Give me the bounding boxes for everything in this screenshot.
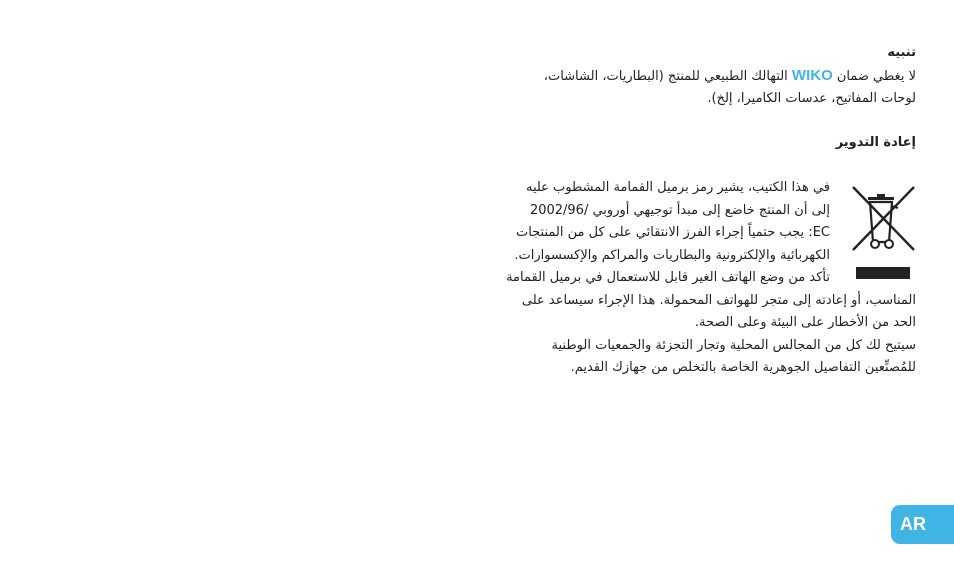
crossed-out-wheelie-bin-icon bbox=[848, 184, 918, 280]
recycling-line: إلى أن المنتج خاضع إلى مبدأ توجيهي أوروبي /2002/96 bbox=[529, 202, 830, 218]
recycling-line: للمُصنِّعين التفاصيل الجوهرية الخاصة بالتخلص من جهازك القديم. bbox=[570, 360, 916, 375]
recycling-heading-block bbox=[836, 132, 916, 155]
recycling-line: تأكد من وضع الهاتف الغير قابل للاستعمال في برميل القمامة bbox=[506, 270, 830, 285]
brand-name: WIKO bbox=[791, 66, 833, 84]
recycling-heading: إعادة التدوير bbox=[835, 135, 916, 150]
language-badge: AR bbox=[891, 505, 954, 544]
warning-line-1: لا يغطي ضمان WIKO التهالك الطبيعي للمنتج (البطاريات، الشاشات، bbox=[543, 66, 916, 84]
recycling-line: الكهربائية والإلكترونية والبطاريات والمراكم والإكسسوارات. bbox=[514, 247, 830, 263]
warning-heading: تنبيه bbox=[887, 45, 916, 60]
recycling-line: في هذا الكتيب، يشير رمز برميل القمامة المشطوب عليه bbox=[525, 180, 830, 195]
warning-section bbox=[544, 42, 916, 111]
warning-line-2: لوحات المفاتيح، عدسات الكاميرا، إلخ). bbox=[707, 91, 916, 106]
recycling-line: EC: يجب حتمياً إجراء الفرز الانتقائي على كل من المنتجات bbox=[515, 225, 830, 240]
recycling-line: سيتيح لك كل من المجالس المحلية وتجار التجزئة والجمعيات الوطنية bbox=[551, 337, 916, 353]
recycling-line: الحد من الأخطار على البيئة وعلى الصحة. bbox=[694, 315, 916, 330]
recycling-line: المناسب، أو إعادته إلى متجر للهواتف المحمولة. هذا الإجراء سيساعد على bbox=[521, 292, 916, 308]
